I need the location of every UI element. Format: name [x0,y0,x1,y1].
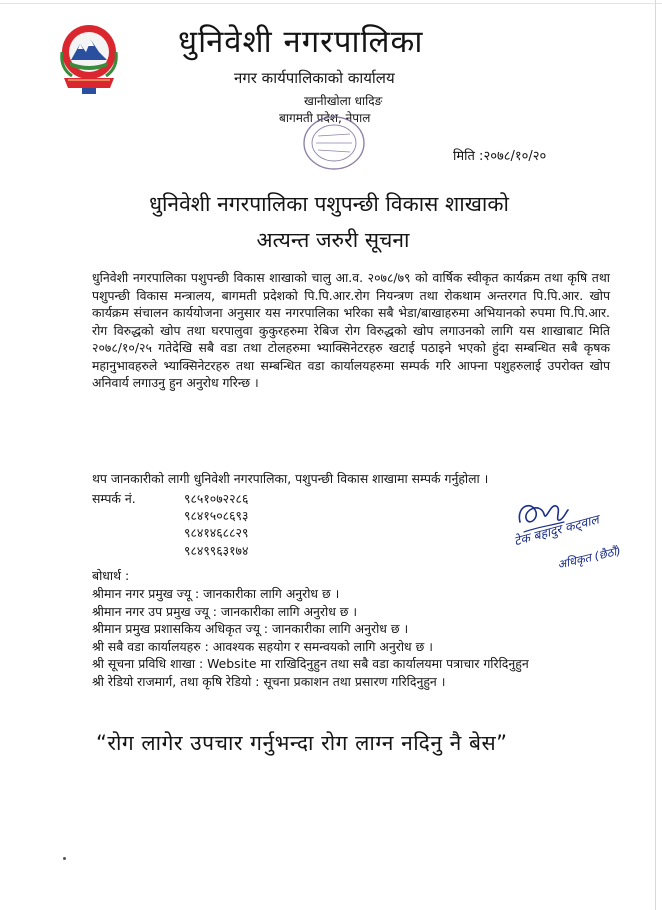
cc-item: श्रीमान प्रमुख प्रशासकिय अधिकृत ज्यू : जानकारीका लागि अनुरोध छ । [92,621,409,637]
phone-number: ९८४१४६८८२९ [184,525,249,541]
office-stamp-icon [300,112,368,174]
notice-body-paragraph: धुनिवेशी नगरपालिका पशुपन्छी विकास शाखाको चालु आ.व. २०७८/७९ को वार्षिक स्वीकृत कार्यक्रम तथा कृषि तथा पशुपन्छी विकास मन्त्रालय, बागमती प्रदेशको पि.पि.आर.रोग नियन्त्रण तथा रोकथाम अन्तरगत पि.पि.आर. खोप कार्यक्रम संचालन कार्ययोजना अनुसार यस नगरपालिका भरिका सबै भेडा/बाखाहरुमा अभियानको रुपमा पि.पि.आर. रोग विरुद्धको खोप तथा घरपालुवा कुकुरहरुमा रेबिज रोग विरुद्धको खोप लगाउनको लागि यस शाखाबाट मिति २०७८/१०/२५ गतेदेखि सबै वडा तथा टोलहरुमा भ्याक्सिनेटरहरु खटाई पठाइने भएको हुंदा सम्बन्धित सबै कृषक महानुभावहरुले भ्याक्सिनेटरहरु तथा सम्बन्धित वडा कार्यालयहरुमा सम्पर्क गरि आफ्ना पशुहरुलाई उपरोक्त खोप अनिवार्य लगाउनु हुन अनुरोध गरिन्छ । [92,270,610,390]
contact-info-line: थप जानकारीको लागी धुनिवेशी नगरपालिका, पशुपन्छी विकास शाखामा सम्पर्क गर्नुहोला । [92,471,489,486]
letter-date [453,146,546,164]
cc-list [92,585,529,691]
page-edge-top [0,3,662,4]
cc-item: श्री सूचना प्रविधि शाखा : Website मा राखिदिनुहुन तथा सबै वडा कार्यालयमा पत्राचार गरिदिनुहुन [92,656,529,672]
phone-number: ९८४१५०८६९३ [184,508,249,524]
nepal-emblem-icon [58,22,120,106]
phone-list [184,490,248,559]
notice-title-line1: धुनिवेशी नगरपालिका पशुपन्छी विकास शाखाको [149,192,509,216]
cc-item: श्री सबै वडा कार्यालयहरु : आवश्यक सहयोग र समन्वयको लागि अनुरोध छ । [92,638,433,654]
cc-item: श्रीमान नगर प्रमुख ज्यू : जानकारीका लागि अनुरोध छ । [92,586,340,601]
signatory-name: टेक बहादुर कट्वाल [512,511,601,549]
office-address: खानीखोला धादिङ [304,94,383,108]
scan-speck [63,857,66,860]
contact-label: सम्पर्क नं. [92,491,136,506]
date-value: २०७८/१०/२० [483,149,547,164]
phone-number: ९८५१०७२२८६ [184,491,249,506]
slogan: “रोग लागेर उपचार गर्नुभन्दा रोग लाग्न नदिनु नै बेस” [96,731,508,755]
cc-item: श्रीमान नगर उप प्रमुख ज्यू : जानकारीका लागि अनुरोध छ । [92,603,358,619]
notice-title-line2: अत्यन्त जरुरी सूचना [256,228,410,252]
cc-item: श्री रेडियो राजमार्ग, तथा कृषि रेडियो : सूचना प्रकाशन तथा प्रसारण गरिदिनुहुन । [92,673,446,689]
signatory-title: अधिकृत (छैठौं) [556,543,623,572]
office-subtitle: नगर कार्यपालिकाको कार्यालय [234,69,395,87]
office-province: बागमती प्रदेश, नेपाल [279,111,371,125]
phone-number: ९८४९९६३१७४ [184,542,249,558]
page-edge-right [655,0,656,910]
cc-heading: बोधार्थ : [92,568,130,583]
date-label: मिति : [453,149,484,164]
office-name: धुनिवेशी नगरपालिका [178,24,424,60]
